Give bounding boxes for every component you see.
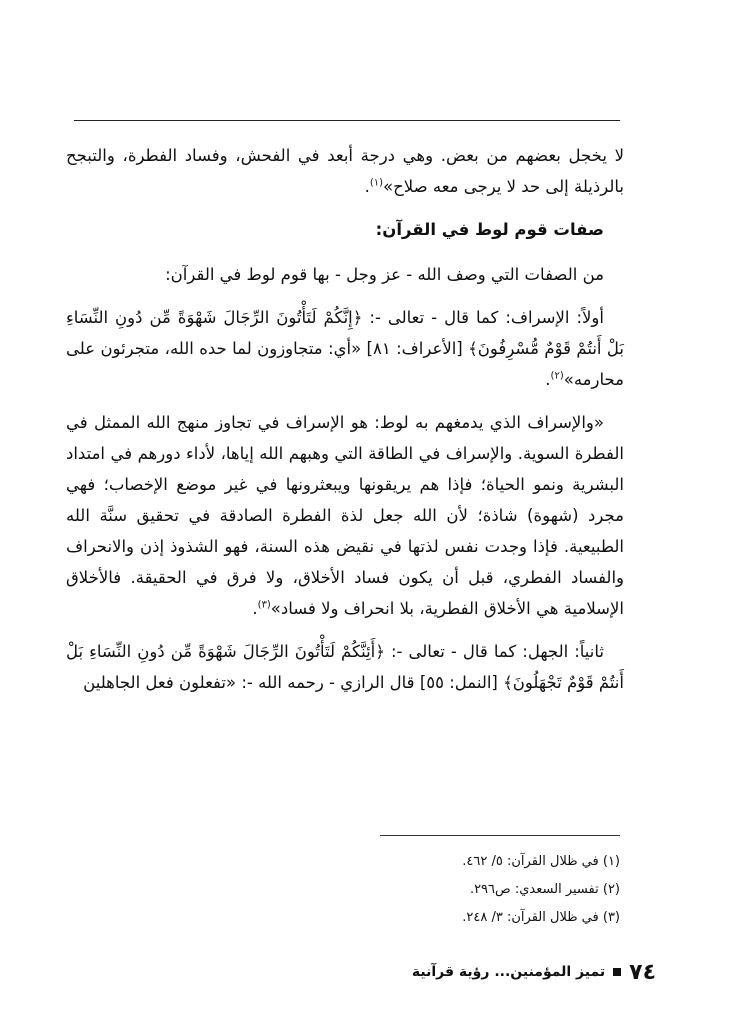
main-text	[66, 140, 624, 710]
paragraph-tail: .	[545, 370, 551, 389]
paragraph-continuation	[66, 140, 624, 202]
paragraph-intro: من الصفات التي وصف الله - عز وجل - بها قوم لوط في القرآن:	[165, 265, 604, 284]
paragraph-second-trait: ثانياً: الجهل: كما قال - تعالى -: ﴿أَئِنَّكُمْ لَتَأْتُونَ الرِّجَالَ شَهْوَةً مِّن دُونِ النِّسَاءِ بَلْ أَنتُمْ قَوْمٌ تَجْهَلُونَ﴾ [النمل: ٥٥] قال الرازي - رحمه الله -: «تفعلون فعل الجاهلين	[66, 642, 624, 692]
paragraph-text: «والإسراف الذي يدمغهم به لوط: هو الإسراف في تجاوز منهج الله الممثل في الفطرة السوية. والإسراف في الطاقة التي وهبهم الله إياها، لأداء دورهم في امتداد البشرية ونمو الحياة؛ فإذا هم يريقونها ويبعثرونها في غير موضع الإخصاب؛ فهي مجرد (شهوة) شاذة؛ لأن الله جعل لذة الفطرة الصادقة في تحقيق سنَّة الله الطبيعية. فإذا وجدت نفس لذتها في نقيض هذه السنة، فهو الشذوذ إذن والانحراف والفساد الفطري، قبل أن يكون فساد الأخلاق، ولا فرق في الحقيقة. فالأخلاق الإسلامية هي الأخلاق الفطرية، بلا انحراف ولا فساد»	[66, 413, 624, 618]
footnote-ref: (٣)	[257, 599, 271, 611]
footnote-2: (٢) تفسير السعدي: ص٢٩٦.	[469, 882, 620, 897]
book-title: تميز المؤمنين... رؤية قرآنية	[411, 964, 606, 980]
paragraph-tail: .	[252, 599, 258, 618]
footnote-1: (١) في ظلال القرآن: ٥/ ٤٦٢.	[462, 854, 620, 869]
paragraph-text: لا يخجل بعضهم من بعض. وهي درجة أبعد في الفحش، وفساد الفطرة، والتبجح بالرذيلة إلى حد لا يرجى معه صلاح»	[66, 146, 624, 196]
footnote-ref: (١)	[369, 177, 383, 189]
page-number: ٧٤	[629, 959, 656, 985]
paragraph-text: أولاً: الإسراف: كما قال - تعالى -: ﴿إِنَّكُمْ لَتَأْتُونَ الرِّجَالَ شَهْوَةً مِّن دُونِ النِّسَاءِ بَلْ أَنتُمْ قَوْمٌ مُّسْرِفُونَ﴾ [الأعراف: ٨١] «أي: متجاوزون لما حده الله، متجرئون على محارمه»	[66, 308, 624, 389]
footnote-3: (٣) في ظلال القرآن: ٣/ ٢٤٨.	[462, 910, 620, 925]
paragraph-first-trait	[66, 302, 624, 395]
page-footer	[380, 957, 656, 987]
footnotes	[330, 848, 620, 932]
footnote-ref: (٢)	[550, 370, 564, 382]
paragraph-tail: .	[364, 177, 370, 196]
square-bullet-icon	[613, 968, 621, 976]
section-heading: صفات قوم لوط في القرآن:	[375, 220, 604, 239]
paragraph-quote	[66, 407, 624, 624]
top-divider	[74, 120, 620, 121]
footnote-divider	[380, 835, 620, 836]
